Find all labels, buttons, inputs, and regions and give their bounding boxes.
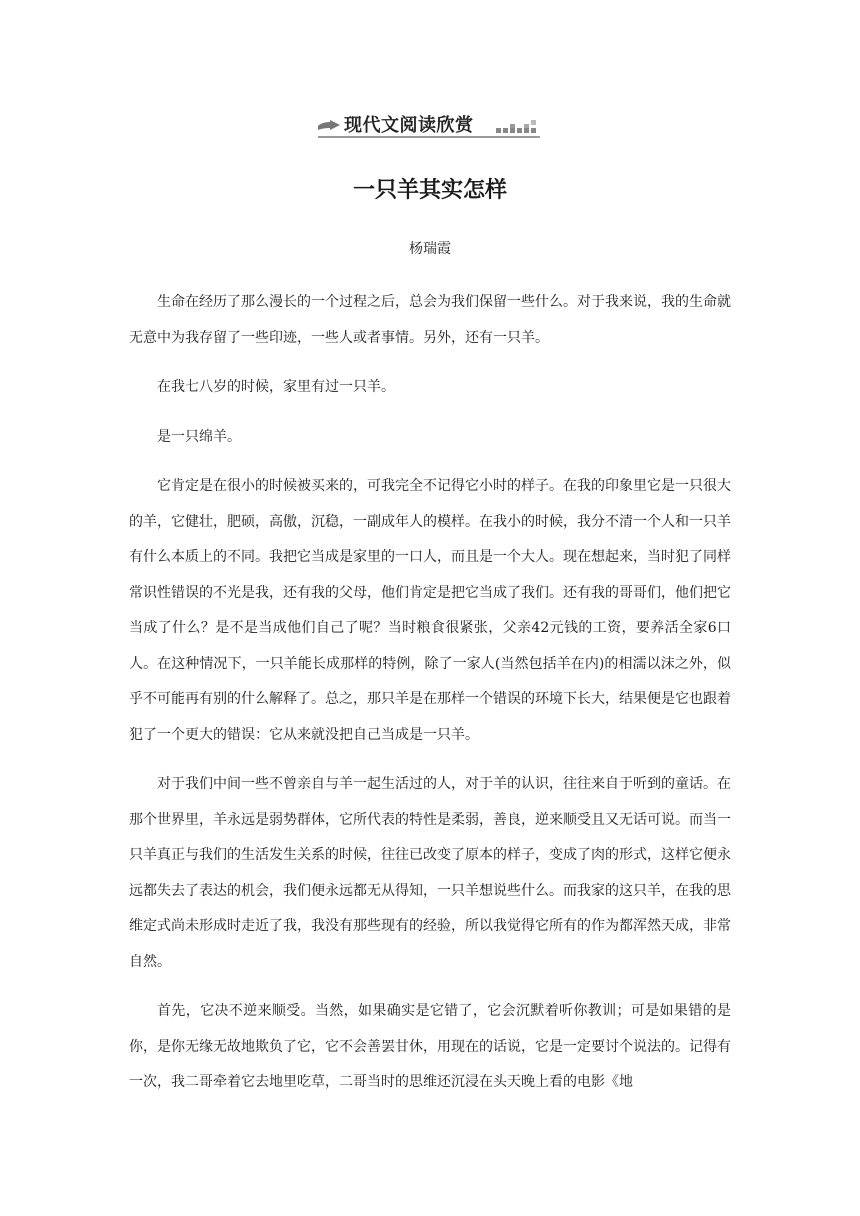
banner-underline [318,136,540,138]
section-banner-label: 现代文阅读欣赏 [344,115,474,136]
paragraph: 生命在经历了那么漫长的一个过程之后，总会为我们保留一些什么。对于我来说，我的生命就无意中为我存留了一些印迹，一些人或者事情。另外，还有一只羊。 [129,294,731,346]
paragraph: 在我七八岁的时候，家里有过一只羊。 [157,379,395,395]
article-body [129,285,731,1115]
article-author: 杨瑞霞 [409,241,451,257]
paragraph: 对于我们中间一些不曾亲自与羊一起生活过的人，对于羊的认识，往往来自于听到的童话。在那个世界里，羊永远是弱势群体，它所代表的特性是柔弱，善良，逆来顺受且又无话可说。而当一只羊真正与我们的生活发生关系的时候，往往已改变了原本的样子，变成了肉的形式，这样它便永远都失去了表达的机会，我们便永远都无从得知，一只羊想说些什么。而我家的这只羊，在我的思维定式尚未形成时走近了我，我没有那些现有的经验，所以我觉得它所有的作为都浑然天成，非常自然。 [129,776,731,970]
paragraph: 它肯定是在很小的时候被买来的，可我完全不记得它小时的样子。在我的印象里它是一只很大的羊，它健壮，肥硕，高傲，沉稳，一副成年人的模样。在我小的时候，我分不清一个人和一只羊有什么本质上的不同。我把它当成是家里的一口人，而且是一个大人。现在想起来，当时犯了同样常识性错误的不光是我，还有我的父母，他们肯定是把它当成了我们。还有我的哥哥们，他们把它当成了什么？是不是当成他们自己了呢？当时粮食很紧张，父亲42元钱的工资，要养活全家6口人。在这种情况下，一只羊能长成那样的特例，除了一家人(当然包括羊在内)的相濡以沫之外，似乎不可能再有别的什么解释了。总之，那只羊是在那样一个错误的环境下长大，结果便是它也跟着犯了一个更大的错误：它从来就没把自己当成是一只羊。 [129,478,731,743]
arrow-right-icon [318,120,342,134]
paragraph: 是一只绵羊。 [157,428,241,445]
paragraph: 首先，它决不逆来顺受。当然，如果确实是它错了，它会沉默着听你教训；可是如果错的是你，是你无缘无故地欺负了它，它不会善罢甘休，用现在的话说，它是一定要讨个说法的。记得有一次，我二哥牵着它去地里吃草，二哥当时的思维还沉浸在头天晚上看的电影《地 [129,1003,731,1090]
article-title: 一只羊其实怎样 [352,178,507,203]
section-banner [318,114,546,140]
banner-decoration [496,118,542,134]
